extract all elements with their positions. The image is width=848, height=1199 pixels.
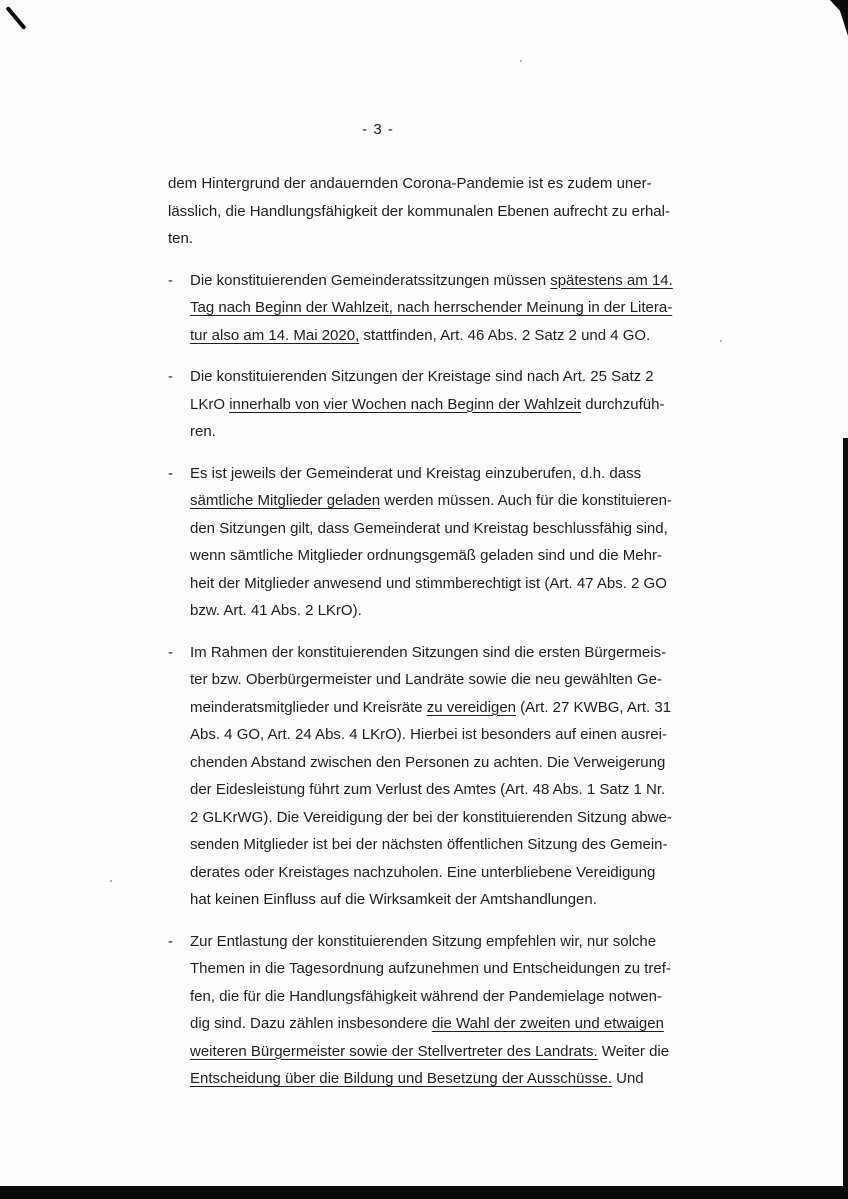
underlined-text: Tag nach Beginn der Wahlzeit, nach herrschender Meinung in der Litera- xyxy=(190,299,673,316)
text-segment: (Art. 27 KWBG, Art. 31 xyxy=(516,698,672,716)
text-segment: senden Mitglieder ist bei der nächsten öffentlichen Sitzung des Gemein- xyxy=(190,836,668,853)
text-line xyxy=(190,515,668,543)
bullet-marker: - xyxy=(168,271,173,289)
text-segment: ten. xyxy=(168,230,194,247)
text-line xyxy=(190,597,668,625)
text-line xyxy=(168,225,668,253)
text-line xyxy=(190,886,668,914)
text-segment: heit der Mitglieder anwesend und stimmberechtigt ist (Art. 47 Abs. 2 GO xyxy=(190,574,667,592)
text-line xyxy=(190,267,673,295)
scan-artifact-top-left xyxy=(5,6,26,30)
text-segment: bzw. Art. 41 Abs. 2 LKrO). xyxy=(190,602,362,619)
page-number: - 3 - xyxy=(362,121,394,138)
text-line xyxy=(190,749,668,777)
underlined-text: zu vereidigen xyxy=(426,698,517,716)
text-line xyxy=(190,391,668,419)
text-segment: ren. xyxy=(190,423,216,440)
text-segment: Im Rahmen der konstituierenden Sitzungen sind die ersten Bürgermeis- xyxy=(190,643,667,661)
text-line xyxy=(190,859,668,887)
underlined-text: die Wahl der zweiten und etwaigen xyxy=(431,1015,664,1032)
text-segment: den Sitzungen gilt, dass Gemeinderat und Kreistag beschlussfähig sind, xyxy=(190,519,668,537)
text-line xyxy=(190,460,668,488)
text-line xyxy=(190,487,672,515)
text-segment: LKrO xyxy=(190,395,230,413)
text-segment: dig sind. Dazu zählen insbesondere xyxy=(190,1015,432,1032)
text-segment: durchzufüh- xyxy=(581,395,665,413)
text-line xyxy=(190,666,668,694)
bullet-paragraph xyxy=(168,639,672,914)
text-segment: fen, die für die Handlungsfähigkeit während der Pandemielage notwen- xyxy=(190,987,662,1005)
text-segment: Es ist jeweils der Gemeinderat und Kreistag einzuberufen, d.h. dass xyxy=(190,464,642,482)
text-segment: ter bzw. Oberbürgermeister und Landräte sowie die neu gewählten Ge- xyxy=(190,671,662,688)
scan-speck xyxy=(110,880,112,882)
underlined-text: tur also am 14. Mai 2020, xyxy=(190,326,360,344)
underlined-text: Entscheidung über die Bildung und Besetzung der Ausschüsse. xyxy=(190,1070,612,1087)
text-line xyxy=(190,322,668,350)
text-line xyxy=(190,694,672,722)
text-segment: hat keinen Einfluss auf die Wirksamkeit der Amtshandlungen. xyxy=(190,891,597,908)
text-segment: Abs. 4 GO, Art. 24 Abs. 4 LKrO). Hierbei ist besonders auf einen ausrei- xyxy=(190,726,667,743)
text-line xyxy=(190,418,668,446)
text-line xyxy=(168,198,668,226)
text-segment: Die konstituierenden Gemeinderatssitzungen müssen xyxy=(190,271,551,289)
text-line xyxy=(190,639,668,667)
scan-artifact-right-edge xyxy=(843,438,848,1199)
text-line xyxy=(190,928,668,956)
text-segment: Und xyxy=(611,1070,644,1087)
text-line xyxy=(168,170,668,198)
text-line xyxy=(190,776,668,804)
text-line xyxy=(190,831,668,859)
text-line xyxy=(190,721,668,749)
underlined-text: innerhalb von vier Wochen nach Beginn der Wahlzeit xyxy=(229,395,582,413)
text-segment: stattfinden, Art. 46 Abs. 2 Satz 2 und 4 GO. xyxy=(359,326,651,344)
bullet-marker: - xyxy=(168,932,173,950)
scan-speck xyxy=(520,60,522,62)
underlined-text: spätestens am 14. xyxy=(550,271,673,289)
text-segment: chenden Abstand zwischen den Personen zu achten. Die Verweigerung xyxy=(190,753,666,771)
text-segment: lässlich, die Handlungsfähigkeit der kommunalen Ebenen aufrecht zu erhal- xyxy=(168,202,670,220)
text-segment: 2 GLKrWG). Die Vereidigung der bei der konstituierenden Sitzung abwe- xyxy=(190,808,672,826)
text-segment: dem Hintergrund der andauernden Corona-Pandemie ist es zudem uner- xyxy=(168,175,652,192)
underlined-text: sämtliche Mitglieder geladen xyxy=(190,492,381,509)
bullet-paragraph xyxy=(168,267,673,350)
text-segment: wenn sämtliche Mitglieder ordnungsgemäß geladen sind und die Mehr- xyxy=(190,547,662,564)
paragraph xyxy=(168,170,668,253)
text-line xyxy=(190,804,672,832)
text-line xyxy=(190,570,668,598)
text-segment: werden müssen. Auch für die konstituieren- xyxy=(380,492,672,509)
text-segment: meinderatsmitglieder und Kreisräte xyxy=(190,698,427,716)
bullet-paragraph xyxy=(168,928,671,1093)
underlined-text: weiteren Bürgermeister sowie der Stellvertreter des Landrats. xyxy=(190,1042,598,1060)
text-line xyxy=(190,955,671,983)
bullet-marker: - xyxy=(168,464,173,482)
bullet-paragraph xyxy=(168,363,668,446)
text-line xyxy=(190,542,668,570)
text-line xyxy=(190,363,668,391)
text-segment: Weiter die xyxy=(597,1042,670,1060)
text-segment: Zur Entlastung der konstituierenden Sitzung empfehlen wir, nur solche xyxy=(190,932,657,950)
scan-speck xyxy=(720,340,722,342)
scan-artifact-bottom-edge xyxy=(0,1186,848,1199)
text-segment: der Eidesleistung führt zum Verlust des Amtes (Art. 48 Abs. 1 Satz 1 Nr. xyxy=(190,781,666,798)
text-line xyxy=(190,294,673,322)
bullet-marker: - xyxy=(168,368,173,385)
bullet-paragraph xyxy=(168,460,672,625)
text-line xyxy=(190,1065,668,1093)
document-body xyxy=(168,170,673,1107)
scan-artifact-top-right xyxy=(830,0,848,36)
text-segment: Die konstituierenden Sitzungen der Kreistage sind nach Art. 25 Satz 2 xyxy=(190,368,654,385)
bullet-marker: - xyxy=(168,643,173,661)
text-segment: derates oder Kreistages nachzuholen. Eine unterbliebene Vereidigung xyxy=(190,863,656,881)
text-segment: Themen in die Tagesordnung aufzunehmen und Entscheidungen zu tref- xyxy=(190,960,671,977)
text-line xyxy=(190,1038,668,1066)
text-line xyxy=(190,1010,668,1038)
text-line xyxy=(190,983,668,1011)
